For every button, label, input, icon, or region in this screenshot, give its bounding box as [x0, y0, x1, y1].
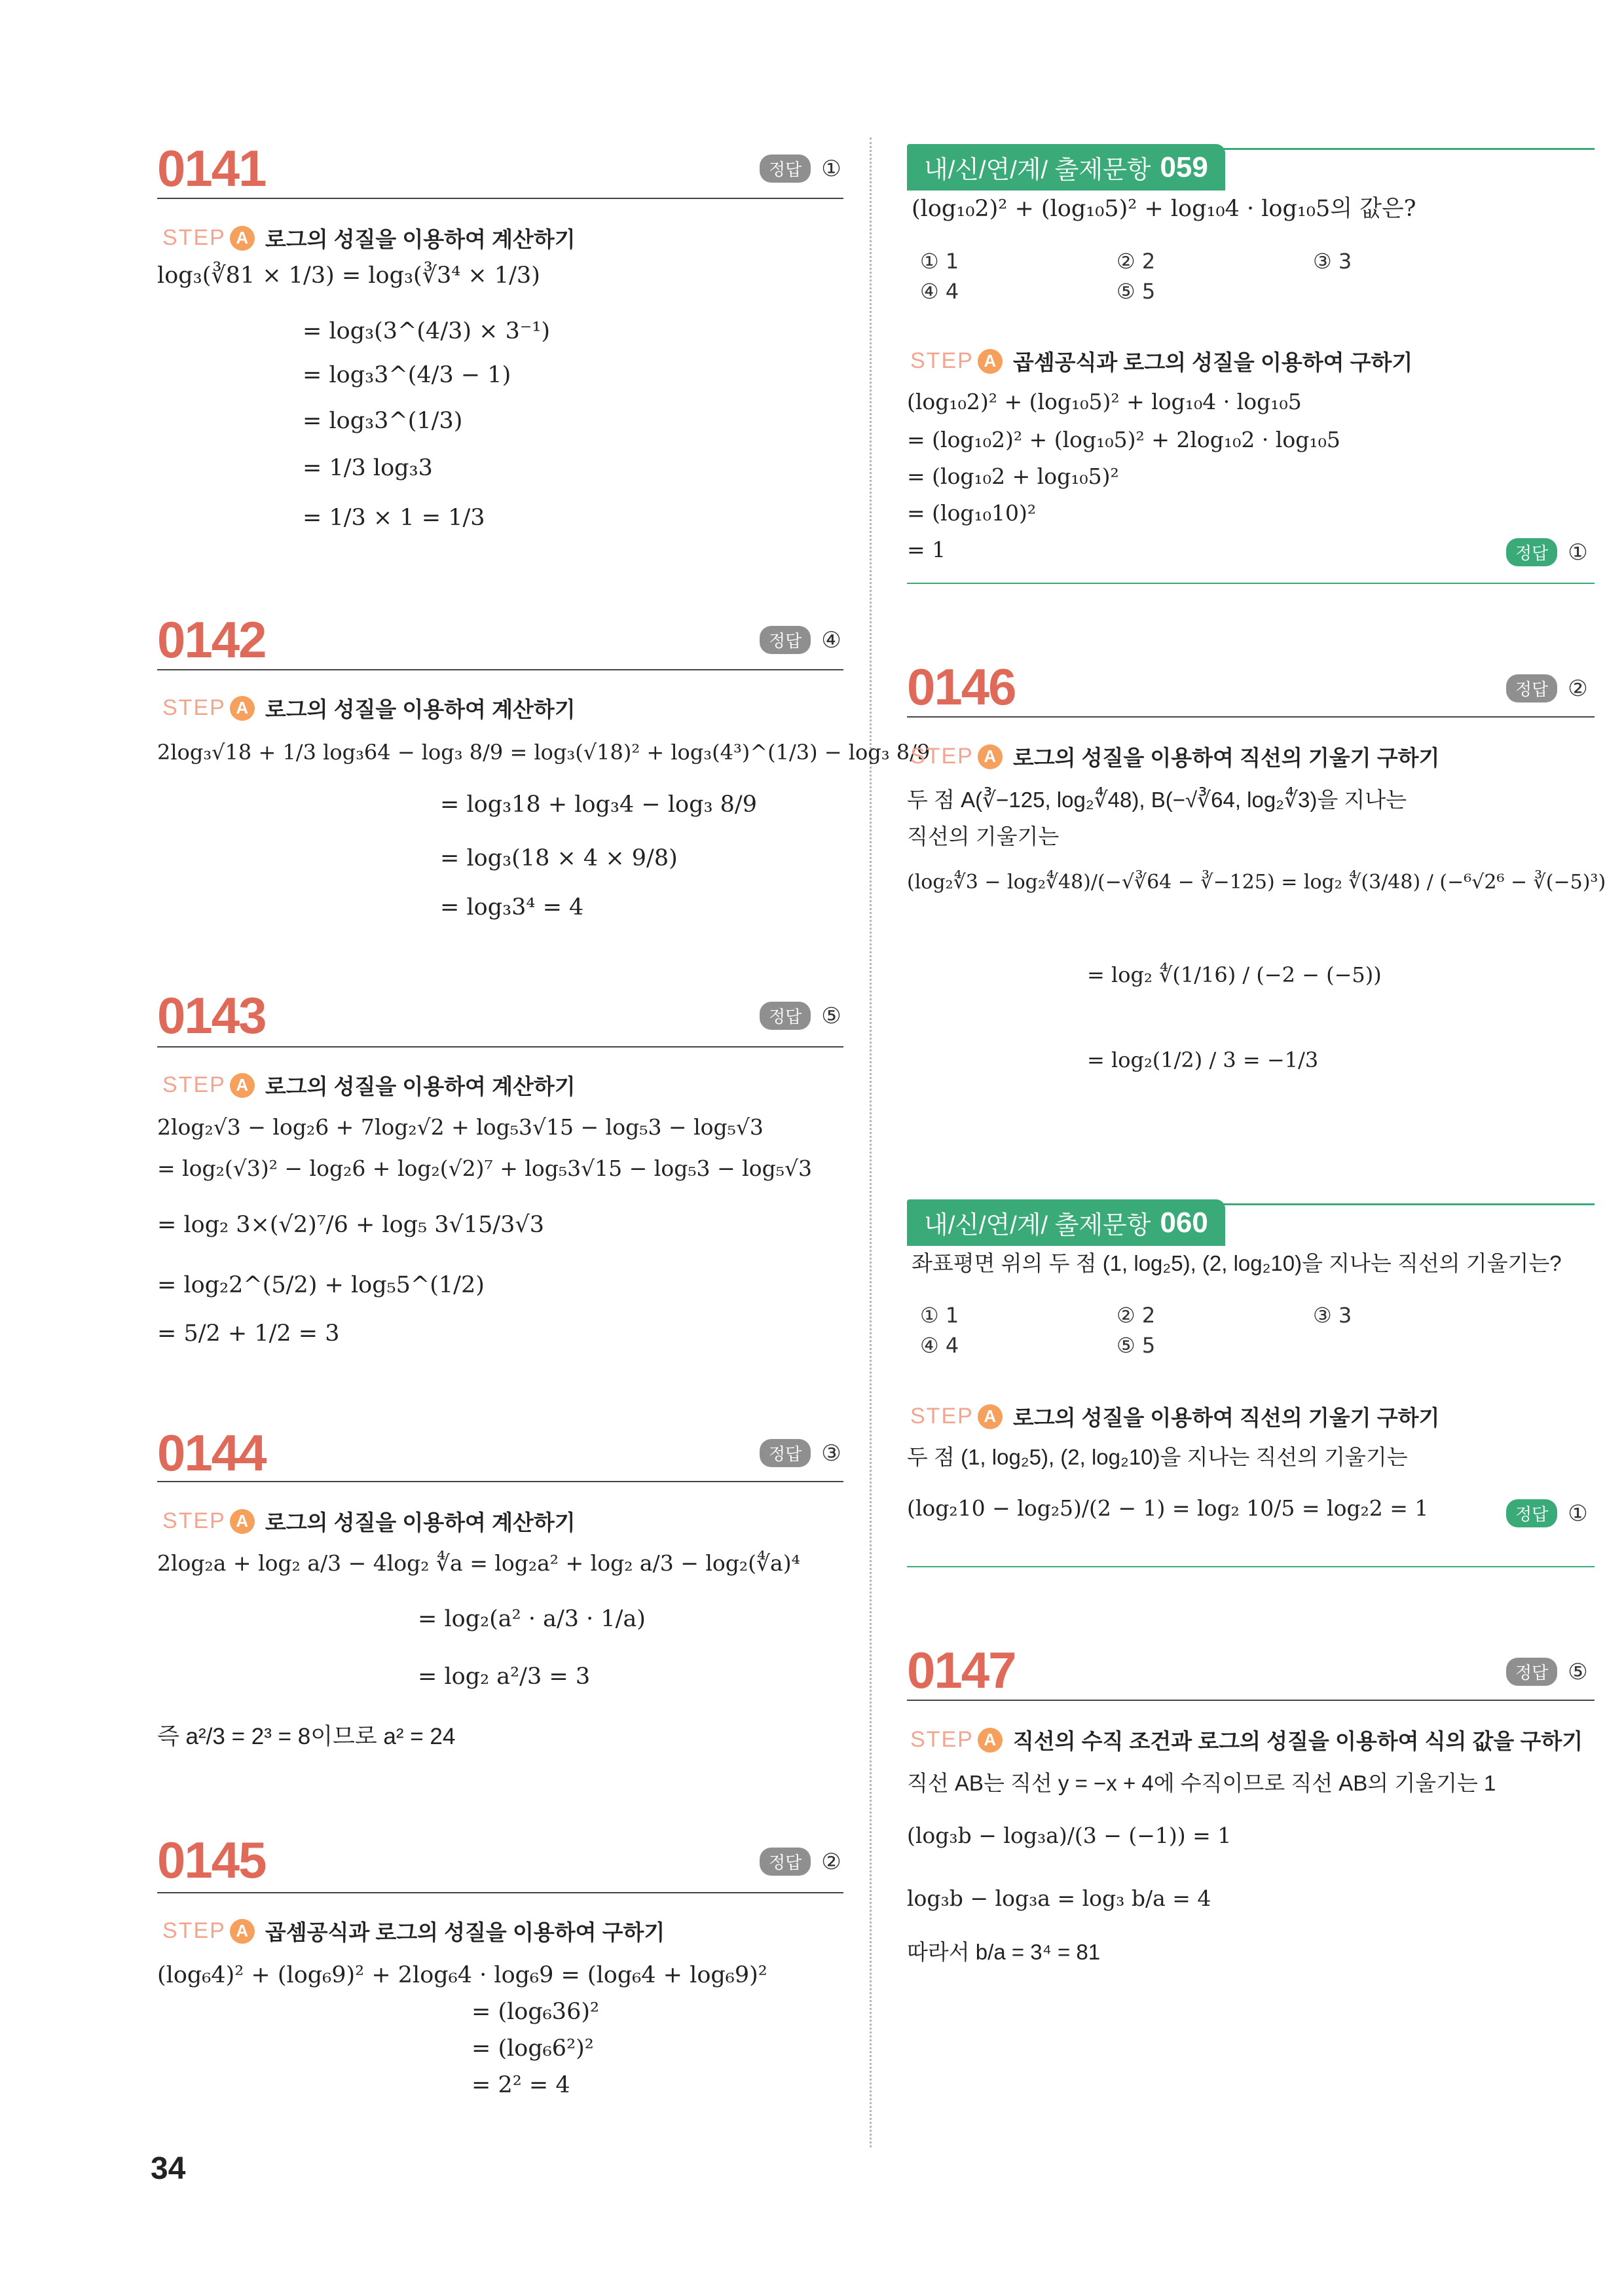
- solution-line: 즉 a²/3 = 2³ = 8이므로 a² = 24: [157, 1724, 456, 1749]
- answer-badge: 정답: [1506, 674, 1557, 702]
- answer-badge: 정답: [1506, 1499, 1557, 1527]
- step-badge: A: [230, 1919, 255, 1944]
- step-heading: [910, 1724, 1583, 1755]
- choice-item: ① 1: [920, 249, 959, 274]
- step-title: 직선의 수직 조건과 로그의 성질을 이용하여 식의 값을 구하기: [1012, 1729, 1583, 1753]
- answer-tag: [1506, 1499, 1588, 1527]
- step-heading: [910, 741, 1439, 772]
- step-badge: A: [978, 744, 1003, 769]
- step-title: 로그의 성질을 이용하여 직선의 기울기 구하기: [1012, 746, 1440, 770]
- choices: [920, 249, 1509, 314]
- problem-rule: [907, 1700, 1595, 1701]
- step-badge: A: [978, 1728, 1003, 1753]
- solution-line: = log₃3^(4/3 − 1): [303, 362, 511, 388]
- solution-line: log₃(∛81 × 1/3) = log₃(∛3⁴ × 1/3): [157, 263, 540, 289]
- solution-line: = log₂ ∜(1/16) / (−2 − (−5)): [1087, 962, 1382, 987]
- problem-rule: [907, 716, 1595, 718]
- choice-item: ② 2: [1116, 1303, 1156, 1328]
- answer-value: ①: [1568, 539, 1588, 566]
- solution-line: = 1/3 log₃3: [303, 455, 433, 481]
- answer-tag: [760, 626, 841, 654]
- step-title: 곱셈공식과 로그의 성질을 이용하여 구하기: [265, 1920, 665, 1944]
- step-word: STEP: [910, 744, 974, 769]
- question-text: 좌표평면 위의 두 점 (1, log₂5), (2, log₂10)을 지나는 직선의 기울기는?: [912, 1251, 1562, 1275]
- problem-rule: [157, 1046, 843, 1048]
- solution-line: = log₂ 3×(√2)⁷/6 + log₅ 3√15/3√3: [157, 1212, 544, 1238]
- answer-tag: [1506, 538, 1588, 566]
- solution-line: = log₂(√3)² − log₂6 + log₂(√2)⁷ + log₅3√15 − log₅3 − log₅√3: [157, 1156, 812, 1181]
- problem-number: 0143: [157, 987, 266, 1044]
- solution-line: = (log₁₀2)² + (log₁₀5)² + 2log₁₀2 · log₁₀5: [907, 427, 1340, 452]
- related-question-banner: [907, 144, 1225, 191]
- solution-line: 2log₃√18 + 1/3 log₃64 − log₃ 8/9 = log₃(√18)² + log₃(4³)^(1/3) − log₃ 8/9: [157, 740, 931, 765]
- step-badge: A: [230, 1073, 255, 1098]
- column-divider: [870, 137, 872, 2147]
- answer-tag: [760, 155, 841, 183]
- problem-number: 0142: [157, 611, 266, 668]
- solution-line: 직선의 기울기는: [907, 824, 1060, 848]
- choice-item: ⑤ 5: [1116, 1333, 1156, 1358]
- solution-line: 2log₂√3 − log₂6 + 7log₂√2 + log₅3√15 − log₅3 − log₅√3: [157, 1114, 764, 1140]
- answer-value: ①: [1568, 1500, 1588, 1527]
- problem-rule: [157, 669, 843, 670]
- choices: [920, 1303, 1509, 1368]
- solution-line: = 5/2 + 1/2 = 3: [157, 1321, 340, 1347]
- answer-tag: [1506, 1658, 1588, 1686]
- step-heading: [162, 1070, 576, 1101]
- answer-value: ⑤: [1568, 1658, 1588, 1685]
- step-word: STEP: [162, 695, 226, 720]
- answer-badge: 정답: [1506, 538, 1557, 566]
- problem-number: 0146: [907, 658, 1016, 716]
- step-word: STEP: [162, 1508, 226, 1533]
- step-badge: A: [230, 226, 255, 251]
- problem-rule: [157, 1481, 843, 1482]
- answer-tag: [1506, 674, 1588, 702]
- step-badge: A: [230, 1509, 255, 1534]
- step-word: STEP: [910, 1727, 974, 1752]
- step-title: 로그의 성질을 이용하여 직선의 기울기 구하기: [1012, 1406, 1440, 1430]
- answer-value: ④: [821, 627, 841, 653]
- answer-badge: 정답: [760, 1848, 811, 1876]
- problem-number: 0144: [157, 1424, 266, 1482]
- step-heading: [162, 223, 576, 253]
- solution-line: = log₃18 + log₃4 − log₃ 8/9: [440, 792, 757, 818]
- step-word: STEP: [162, 1072, 226, 1097]
- step-badge: A: [978, 349, 1003, 374]
- step-word: STEP: [910, 1404, 974, 1429]
- banner-label: 내/신/연/계/ 출제문항: [924, 156, 1151, 184]
- solution-line: = 2² = 4: [471, 2072, 570, 2098]
- step-heading: [910, 346, 1412, 376]
- choice-item: ① 1: [920, 1303, 959, 1328]
- question-text: (log₁₀2)² + (log₁₀5)² + log₁₀4 · log₁₀5의 값은?: [912, 196, 1416, 222]
- answer-badge: 정답: [1506, 1658, 1557, 1686]
- choice-item: ③ 3: [1313, 249, 1352, 274]
- solution-line: (log₂∜3 − log₂∜48)/(−√∛64 − ∛−125) = log₂ ∜(3/48) / (−⁶√2⁶ − ∛(−5)³): [907, 871, 1606, 894]
- step-title: 곱셈공식과 로그의 성질을 이용하여 구하기: [1012, 350, 1413, 374]
- page-number: 34: [151, 2151, 186, 2186]
- choice-item: ⑤ 5: [1116, 279, 1156, 304]
- choice-item: ② 2: [1116, 249, 1156, 274]
- answer-tag: [760, 1848, 841, 1876]
- banner-rule: [907, 148, 1595, 150]
- step-heading: [162, 1916, 665, 1946]
- step-badge: A: [230, 696, 255, 721]
- answer-tag: [760, 1002, 841, 1030]
- solution-line: = 1/3 × 1 = 1/3: [303, 505, 485, 531]
- banner-rule: [907, 1203, 1595, 1205]
- step-heading: [910, 1401, 1439, 1432]
- solution-line: = log₃(3^(4/3) × 3⁻¹): [303, 318, 551, 344]
- solution-line: = log₂2^(5/2) + log₅5^(1/2): [157, 1272, 485, 1298]
- step-title: 로그의 성질을 이용하여 계산하기: [265, 227, 576, 251]
- step-title: 로그의 성질을 이용하여 계산하기: [265, 1074, 576, 1099]
- banner-number: 059: [1160, 151, 1208, 183]
- solution-line: 따라서 b/a = 3⁴ = 81: [907, 1940, 1101, 1964]
- solution-line: = (log₆36)²: [471, 1999, 600, 2025]
- section-rule: [907, 583, 1595, 584]
- answer-badge: 정답: [760, 155, 811, 183]
- solution-line: = (log₆6²)²: [471, 2035, 594, 2062]
- problem-rule: [157, 198, 843, 199]
- step-word: STEP: [162, 225, 226, 250]
- solution-line: = (log₁₀2 + log₁₀5)²: [907, 464, 1119, 489]
- solution-line: = log₃3^(1/3): [303, 408, 463, 434]
- solution-line: (log₂10 − log₂5)/(2 − 1) = log₂ 10/5 = log₂2 = 1: [907, 1495, 1429, 1521]
- banner-label: 내/신/연/계/ 출제문항: [924, 1212, 1151, 1239]
- answer-value: ②: [1568, 675, 1588, 702]
- solution-line: (log₁₀2)² + (log₁₀5)² + log₁₀4 · log₁₀5: [907, 389, 1302, 414]
- step-badge: A: [978, 1404, 1003, 1429]
- solution-line: 두 점 (1, log₂5), (2, log₂10)을 지나는 직선의 기울기는: [907, 1445, 1408, 1469]
- solution-line: = log₂ a²/3 = 3: [418, 1664, 591, 1690]
- solution-line: (log₆4)² + (log₆9)² + 2log₆4 · log₆9 = (log₆4 + log₆9)²: [157, 1962, 767, 1988]
- solution-line: = (log₁₀10)²: [907, 500, 1037, 526]
- problem-rule: [157, 1892, 843, 1893]
- step-word: STEP: [910, 348, 974, 373]
- solution-line: = log₃(18 × 4 × 9/8): [440, 845, 678, 871]
- step-title: 로그의 성질을 이용하여 계산하기: [265, 697, 576, 721]
- banner-number: 060: [1160, 1206, 1208, 1239]
- solution-line: 2log₂a + log₂ a/3 − 4log₂ ∜a = log₂a² + log₂ a/3 − log₂(∜a)⁴: [157, 1550, 800, 1576]
- step-title: 로그의 성질을 이용하여 계산하기: [265, 1510, 576, 1535]
- solution-line: 두 점 A(∛−125, log₂∜48), B(−√∛64, log₂∜3)을 지나는: [907, 788, 1407, 812]
- step-word: STEP: [162, 1918, 226, 1943]
- solution-line: = log₂(1/2) / 3 = −1/3: [1087, 1048, 1319, 1072]
- problem-number: 0147: [907, 1641, 1016, 1699]
- section-rule: [907, 1566, 1595, 1567]
- step-heading: [162, 693, 576, 723]
- choice-item: ④ 4: [920, 1333, 959, 1358]
- choice-item: ③ 3: [1313, 1303, 1352, 1328]
- choice-item: ④ 4: [920, 279, 959, 304]
- problem-number: 0145: [157, 1831, 266, 1889]
- solution-line: (log₃b − log₃a)/(3 − (−1)) = 1: [907, 1823, 1232, 1848]
- answer-value: ⑤: [821, 1002, 841, 1029]
- problem-number: 0141: [157, 139, 266, 197]
- solution-line: 직선 AB는 직선 y = −x + 4에 수직이므로 직선 AB의 기울기는 1: [907, 1771, 1496, 1795]
- step-heading: [162, 1506, 576, 1537]
- answer-tag: [760, 1439, 841, 1467]
- solution-line: = 1: [907, 537, 946, 562]
- answer-value: ②: [821, 1848, 841, 1875]
- answer-value: ③: [821, 1440, 841, 1467]
- solution-line: = log₂(a² · a/3 · 1/a): [418, 1606, 646, 1632]
- answer-value: ①: [821, 155, 841, 182]
- answer-badge: 정답: [760, 1002, 811, 1030]
- related-question-banner: [907, 1199, 1225, 1246]
- solution-line: log₃b − log₃a = log₃ b/a = 4: [907, 1886, 1211, 1911]
- answer-badge: 정답: [760, 1439, 811, 1467]
- answer-badge: 정답: [760, 626, 811, 654]
- solution-line: = log₃3⁴ = 4: [440, 894, 584, 920]
